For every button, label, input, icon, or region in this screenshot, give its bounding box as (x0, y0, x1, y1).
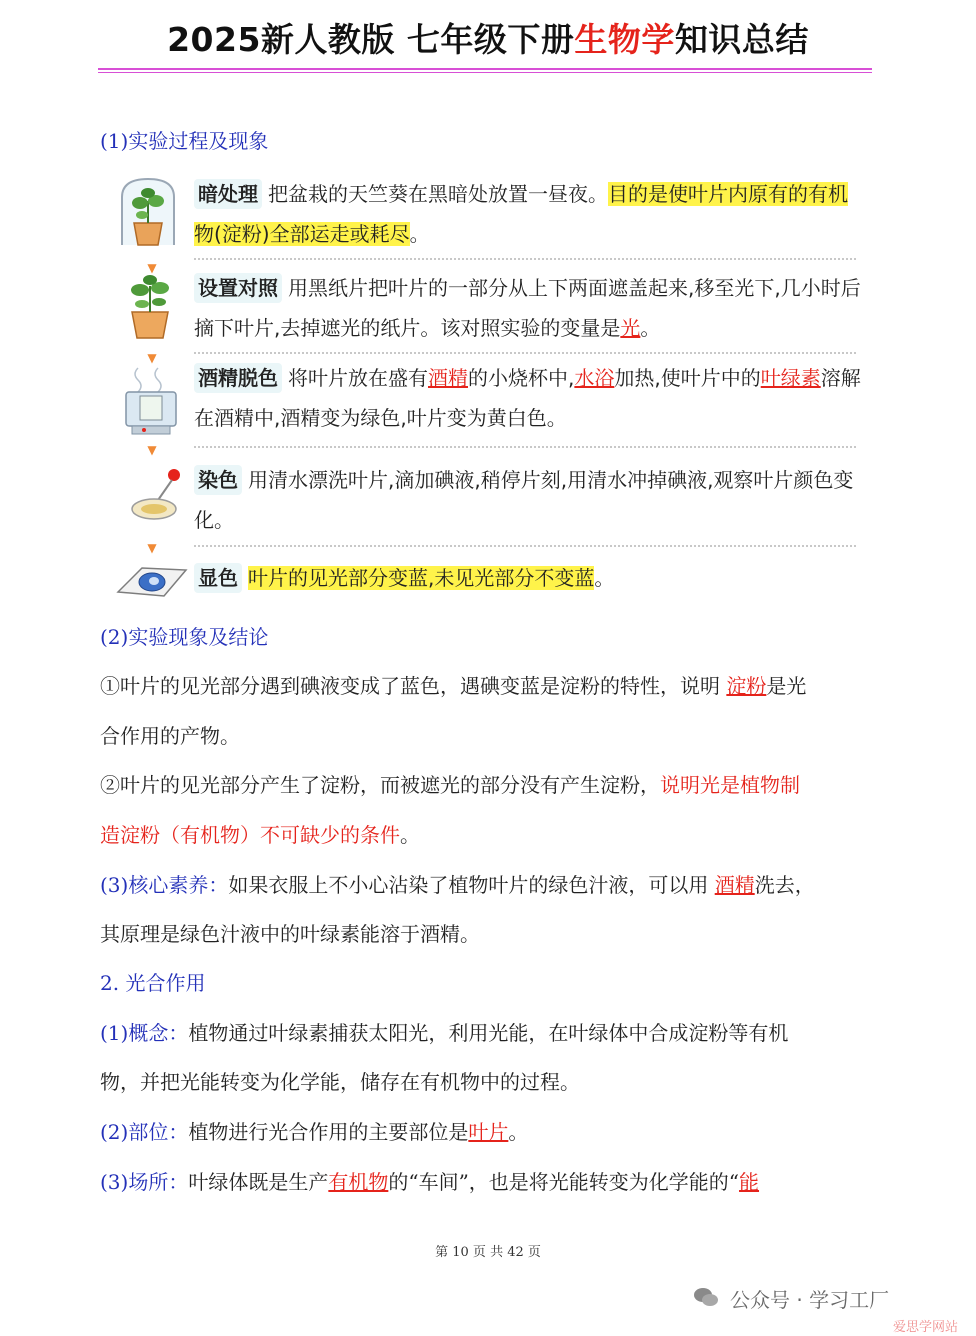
potted-plant-icon (120, 272, 180, 342)
step-label: 暗处理 (194, 179, 262, 209)
step-label: 设置对照 (194, 273, 282, 303)
stained-leaf-icon (112, 562, 190, 602)
section-heading-process: (1)实验过程及现象 (100, 129, 269, 153)
core-literacy-paragraph-cont: 其原理是绿色汁液中的叶绿素能溶于酒精。 (100, 922, 480, 946)
title-divider-thin (98, 72, 872, 73)
title-divider (98, 68, 872, 70)
section-heading-photosynthesis: 2. 光合作用 (100, 971, 206, 995)
step-divider (194, 352, 856, 354)
result-paragraph-1-cont: 合作用的产物。 (100, 724, 240, 748)
water-bath-icon (118, 362, 184, 438)
step-label: 染色 (194, 465, 242, 495)
step-dark-treatment: 暗处理 把盆栽的天竺葵在黑暗处放置一昼夜。目的是使叶片内原有的有机物(淀粉)全部运走或耗尽。 (194, 174, 864, 254)
step-alcohol-decolor: 酒精脱色 将叶片放在盛有酒精的小烧杯中,水浴加热,使叶片中的叶绿素溶解在酒精中,酒精变为绿色,叶片变为黄白色。 (194, 358, 864, 438)
watermark: 爱思学网站 (893, 1320, 959, 1335)
step-divider (194, 545, 856, 547)
result-paragraph-1: ①叶片的见光部分遇到碘液变成了蓝色，遇碘变蓝是淀粉的特性，说明 淀粉是光 (100, 674, 807, 698)
step-divider (194, 446, 856, 448)
plant-bell-jar-icon (112, 175, 184, 251)
account-brand: 公众号 · 学习工厂 (730, 1288, 890, 1312)
core-literacy-paragraph: (3)核心素养：如果衣服上不小心沾染了植物叶片的绿色汁液，可以用 酒精洗去， (100, 873, 815, 897)
flow-arrow-icon: ▼ (147, 261, 157, 275)
step-label: 显色 (194, 563, 242, 593)
wechat-icon (693, 1286, 719, 1308)
step-color-display: 显色 叶片的见光部分变蓝,未见光部分不变蓝。 (194, 558, 864, 598)
flow-arrow-icon: ▼ (147, 541, 157, 555)
result-paragraph-2-cont: 造淀粉（有机物）不可缺少的条件。 (100, 823, 420, 847)
step-label: 酒精脱色 (194, 363, 282, 393)
section-heading-results: (2)实验现象及结论 (100, 625, 269, 649)
step-staining: 染色 用清水漂洗叶片,滴加碘液,稍停片刻,用清水冲掉碘液,观察叶片颜色变化。 (194, 460, 864, 540)
flow-arrow-icon: ▼ (147, 443, 157, 457)
step-set-control: 设置对照 用黑纸片把叶片的一部分从上下两面遮盖起来,移至光下,几小时后摘下叶片,去掉遮光的纸片。该对照实验的变量是光。 (194, 268, 864, 348)
concept-paragraph-cont: 物，并把光能转变为化学能，储存在有机物中的过程。 (100, 1070, 580, 1094)
location-paragraph: (2)部位：植物进行光合作用的主要部位是叶片。 (100, 1120, 529, 1144)
flow-arrow-icon: ▼ (147, 351, 157, 365)
result-paragraph-2: ②叶片的见光部分产生了淀粉，而被遮光的部分没有产生淀粉，说明光是植物制 (100, 773, 800, 797)
concept-paragraph: (1)概念：植物通过叶绿素捕获太阳光，利用光能，在叶绿体中合成淀粉等有机 (100, 1021, 789, 1045)
iodine-dropper-icon (128, 465, 186, 525)
step-divider (194, 258, 856, 260)
page-number: 第 10 页 共 42 页 (435, 1245, 541, 1260)
site-paragraph: (3)场所：叶绿体既是生产有机物的“车间”，也是将光能转变为化学能的“能 (100, 1170, 760, 1194)
page-title: 2025新人教版 七年级下册生物学知识总结 (167, 20, 809, 59)
